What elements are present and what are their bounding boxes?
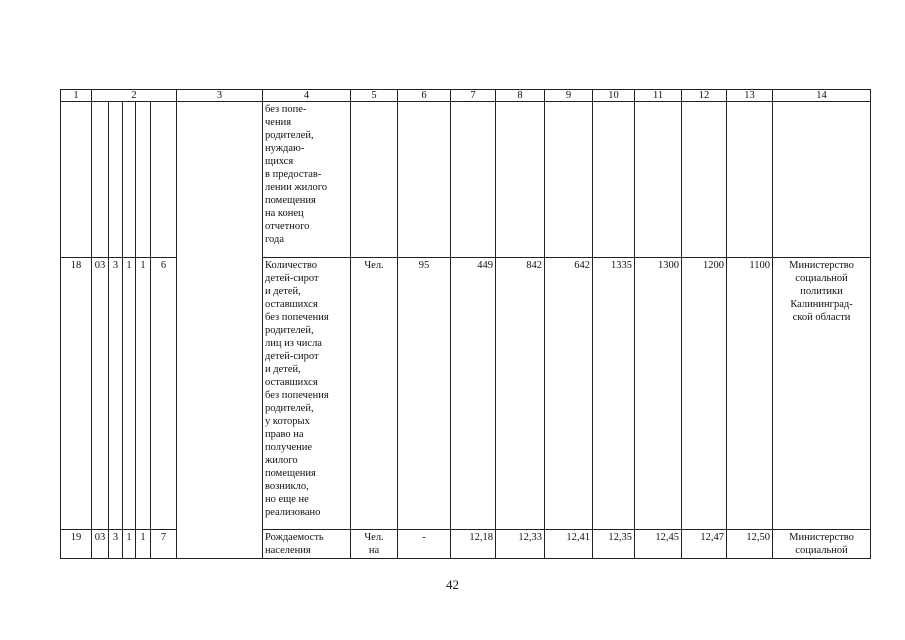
unit-cell: Чел. — [351, 258, 398, 530]
value-cell — [593, 102, 635, 258]
unit-cell — [351, 102, 398, 258]
responsible-cell — [773, 102, 871, 258]
value-cell — [496, 102, 545, 258]
header-col-14: 14 — [773, 90, 871, 102]
indicator-name-cell: Количество детей-сирот и детей, оставшихся без попечения родителей, лиц из числа детей-сирот и детей, оставшихся без попечения родителей, у которых право на получение жилого помещения возникло, но еще не реализовано — [263, 258, 351, 530]
header-col-13: 13 — [727, 90, 773, 102]
code-cell — [151, 102, 177, 258]
value-cell: 642 — [545, 258, 593, 530]
header-col-11: 11 — [635, 90, 682, 102]
code-cell: 1 — [136, 530, 151, 559]
row-number-cell: 19 — [61, 530, 92, 559]
table-row-continued — [61, 102, 871, 258]
indicator-name-cell: Рождаемость населения — [263, 530, 351, 559]
value-cell — [545, 102, 593, 258]
header-col-2: 2 — [92, 90, 177, 102]
header-col-7: 7 — [451, 90, 496, 102]
value-cell: 1335 — [593, 258, 635, 530]
unit-cell: Чел. на — [351, 530, 398, 559]
header-col-12: 12 — [682, 90, 727, 102]
code-cell: 03 — [92, 530, 109, 559]
value-cell: 12,33 — [496, 530, 545, 559]
value-cell — [682, 102, 727, 258]
value-cell — [398, 102, 451, 258]
column-3-merged-cell — [177, 102, 263, 559]
value-cell: 12,50 — [727, 530, 773, 559]
value-cell: 12,41 — [545, 530, 593, 559]
header-col-1: 1 — [61, 90, 92, 102]
indicator-name-cell: без попе- чения родителей, нуждаю- щихся в предостав- лении жилого помещения на конец отчетного года — [263, 102, 351, 258]
value-cell: 12,35 — [593, 530, 635, 559]
responsible-cell: Министерство социальной — [773, 530, 871, 559]
value-cell — [635, 102, 682, 258]
code-cell: 7 — [151, 530, 177, 559]
code-cell: 1 — [136, 258, 151, 530]
page-number: 42 — [446, 577, 459, 592]
value-cell: 449 — [451, 258, 496, 530]
value-cell: 12,45 — [635, 530, 682, 559]
header-col-3: 3 — [177, 90, 263, 102]
value-cell: 12,47 — [682, 530, 727, 559]
header-col-9: 9 — [545, 90, 593, 102]
row-number-cell: 18 — [61, 258, 92, 530]
code-cell: 3 — [109, 258, 123, 530]
code-cell — [109, 102, 123, 258]
value-cell: 12,18 — [451, 530, 496, 559]
value-cell: 1100 — [727, 258, 773, 530]
code-cell — [123, 102, 136, 258]
row-number-cell — [61, 102, 92, 258]
responsible-cell: Министерство социальной политики Калининград- ской области — [773, 258, 871, 530]
header-col-10: 10 — [593, 90, 635, 102]
program-indicators-table — [60, 89, 871, 559]
value-cell: 95 — [398, 258, 451, 530]
value-cell — [451, 102, 496, 258]
code-cell: 1 — [123, 258, 136, 530]
column-number-header-row — [61, 90, 871, 102]
code-cell — [136, 102, 151, 258]
code-cell: 3 — [109, 530, 123, 559]
header-col-5: 5 — [351, 90, 398, 102]
code-cell — [92, 102, 109, 258]
code-cell: 1 — [123, 530, 136, 559]
header-col-8: 8 — [496, 90, 545, 102]
code-cell: 6 — [151, 258, 177, 530]
code-cell: 03 — [92, 258, 109, 530]
value-cell: 1300 — [635, 258, 682, 530]
header-col-6: 6 — [398, 90, 451, 102]
value-cell: 842 — [496, 258, 545, 530]
header-col-4: 4 — [263, 90, 351, 102]
value-cell: - — [398, 530, 451, 559]
value-cell — [727, 102, 773, 258]
value-cell: 1200 — [682, 258, 727, 530]
